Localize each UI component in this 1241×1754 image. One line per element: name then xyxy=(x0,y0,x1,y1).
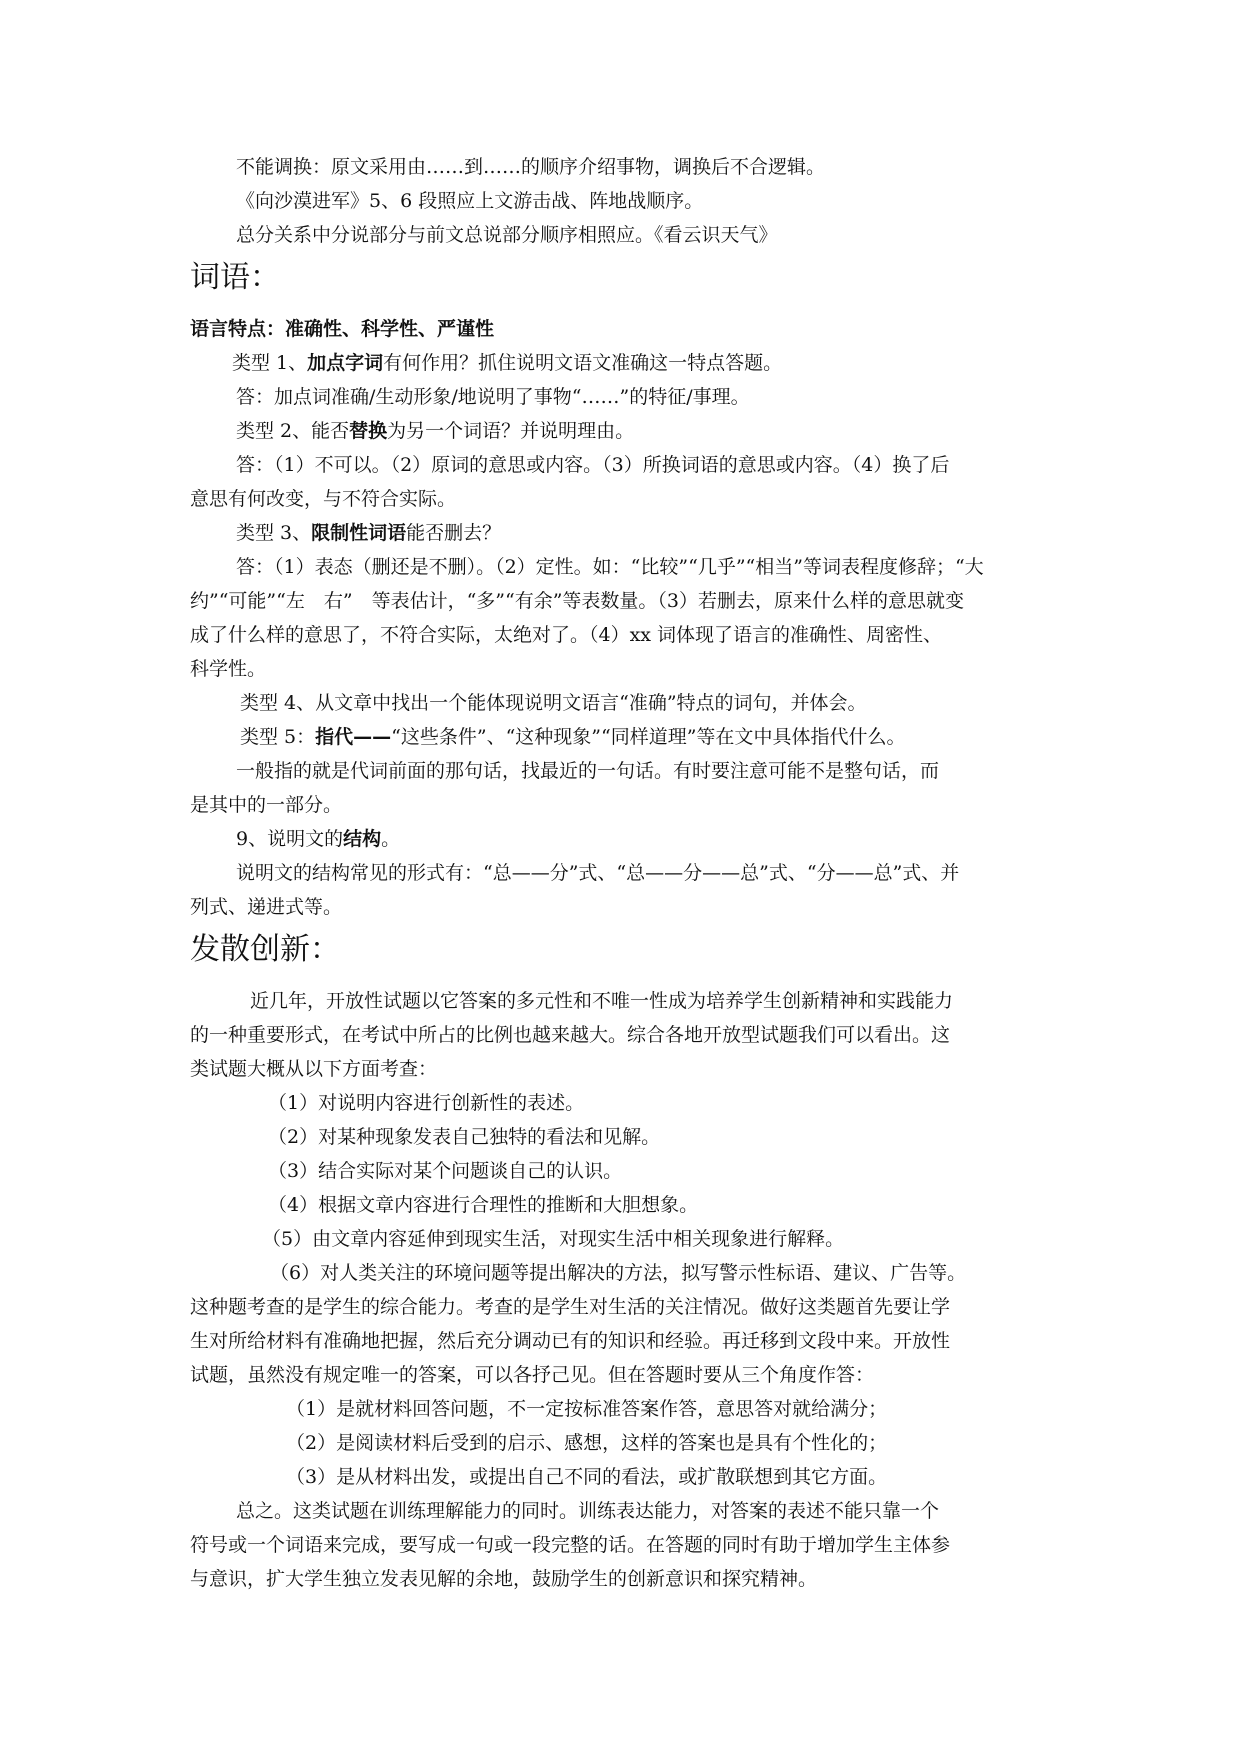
bold-text: 加点字词 xyxy=(307,352,384,374)
list-item: （3）结合实际对某个问题谈自己的认识。 xyxy=(268,1160,623,1182)
answer-line: 成了什么样的意思了，不符合实际，太绝对了。（4）xx 词体现了语言的准确性、周密性、 xyxy=(190,624,943,646)
paragraph-line: 总之。这类试题在训练理解能力的同时。训练表达能力，对答案的表述不能只靠一个 xyxy=(236,1500,940,1522)
list-item: （1）是就材料回答问题，不一定按标准答案作答，意思答对就给满分； xyxy=(286,1398,888,1420)
text-line: 不能调换：原文采用由……到……的顺序介绍事物，调换后不合逻辑。 xyxy=(236,156,826,178)
list-item: （3）是从材料出发，或提出自己不同的看法，或扩散联想到其它方面。 xyxy=(286,1466,888,1488)
text: 类型 2、能否 xyxy=(236,420,350,442)
paragraph-line: 与意识，扩大学生独立发表见解的余地，鼓励学生的创新意识和探究精神。 xyxy=(190,1568,818,1590)
section-9-line xyxy=(236,822,400,856)
type-4-line: 类型 4、从文章中找出一个能体现说明文语言“准确”特点的词句，并体会。 xyxy=(240,692,867,714)
list-item: （1）对说明内容进行创新性的表述。 xyxy=(268,1092,585,1114)
text: 类型 1、 xyxy=(232,352,308,374)
text-line: 说明文的结构常见的形式有：“总——分”式、“总——分——总”式、“分——总”式、并 xyxy=(236,862,960,884)
answer-line: 意思有何改变，与不符合实际。 xyxy=(190,488,457,510)
text: 。 xyxy=(381,828,401,850)
text-line: 列式、递进式等。 xyxy=(190,896,343,918)
text: 类型 5： xyxy=(240,726,316,748)
language-features-heading: 语言特点：准确性、科学性、严谨性 xyxy=(190,318,495,340)
type-1-line xyxy=(232,346,782,380)
paragraph-line: 试题，虽然没有规定唯一的答案，可以各抒己见。但在答题时要从三个角度作答： xyxy=(190,1364,875,1386)
list-item: （4）根据文章内容进行合理性的推断和大胆想象。 xyxy=(268,1194,699,1216)
paragraph-line: 生对所给材料有准确地把握，然后充分调动已有的知识和经验。再迁移到文段中来。开放性 xyxy=(190,1330,951,1352)
paragraph-line: 这种题考查的是学生的综合能力。考查的是学生对生活的关注情况。做好这类题首先要让学 xyxy=(190,1296,951,1318)
type-3-line xyxy=(236,516,501,550)
bold-text: 指代—— xyxy=(315,726,392,748)
text-line: 《向沙漠进军》5、6 段照应上文游击战、阵地战顺序。 xyxy=(236,190,704,212)
text-line: 一般指的就是代词前面的那句话，找最近的一句话。有时要注意可能不是整句话，而 xyxy=(236,760,940,782)
paragraph-line: 符号或一个词语来完成，要写成一句或一段完整的话。在答题的同时有助于增加学生主体参 xyxy=(190,1534,951,1556)
list-item: （6）对人类关注的环境问题等提出解决的方法，拟写警示性标语、建议、广告等。 xyxy=(270,1262,967,1284)
bold-text: 限制性词语 xyxy=(311,522,407,544)
text: 类型 3、 xyxy=(236,522,312,544)
section-heading-fasan: 发散创新： xyxy=(190,932,340,967)
paragraph-line: 近几年，开放性试题以它答案的多元性和不唯一性成为培养学生创新精神和实践能力 xyxy=(250,990,954,1012)
list-item: （2）对某种现象发表自己独特的看法和见解。 xyxy=(268,1126,661,1148)
section-heading-ciyu: 词语： xyxy=(190,260,280,295)
paragraph-line: 的一种重要形式，在考试中所占的比例也越来越大。综合各地开放型试题我们可以看出。这 xyxy=(190,1024,951,1046)
text-line: 是其中的一部分。 xyxy=(190,794,343,816)
bold-text: 替换 xyxy=(349,420,388,442)
answer-line: 答：（1）表态（删还是不删）。（2）定性。如：“比较”“几乎”“相当”等词表程度修辞；“大 xyxy=(236,556,984,578)
text: 能否删去？ xyxy=(406,522,502,544)
bold-text: 结构 xyxy=(343,828,382,850)
text: “这些条件”、“这种现象”“同样道理”等在文中具体指代什么。 xyxy=(391,726,906,748)
answer-line: 科学性。 xyxy=(190,658,267,680)
text-line: 总分关系中分说部分与前文总说部分顺序相照应。《看云识天气》 xyxy=(236,224,778,246)
type-2-line xyxy=(236,414,634,448)
type-5-line xyxy=(240,720,905,754)
list-item: （5）由文章内容延伸到现实生活，对现实生活中相关现象进行解释。 xyxy=(262,1228,845,1250)
answer-line: 约”“可能”“左 右” 等表估计，“多”“有余”等表数量。（3）若删去，原来什么样的意思就变 xyxy=(190,590,965,612)
list-item: （2）是阅读材料后受到的启示、感想，这样的答案也是具有个性化的； xyxy=(286,1432,888,1454)
text: 9、说明文的 xyxy=(236,828,344,850)
answer-line: 答：（1）不可以。（2）原词的意思或内容。（3）所换词语的意思或内容。（4）换了后 xyxy=(236,454,950,476)
answer-line: 答：加点词准确/生动形象/地说明了事物“……”的特征/事理。 xyxy=(236,386,750,408)
text: 为另一个词语？并说明理由。 xyxy=(387,420,635,442)
paragraph-line: 类试题大概从以下方面考查： xyxy=(190,1058,438,1080)
text: 有何作用？抓住说明文语文准确这一特点答题。 xyxy=(383,352,783,374)
